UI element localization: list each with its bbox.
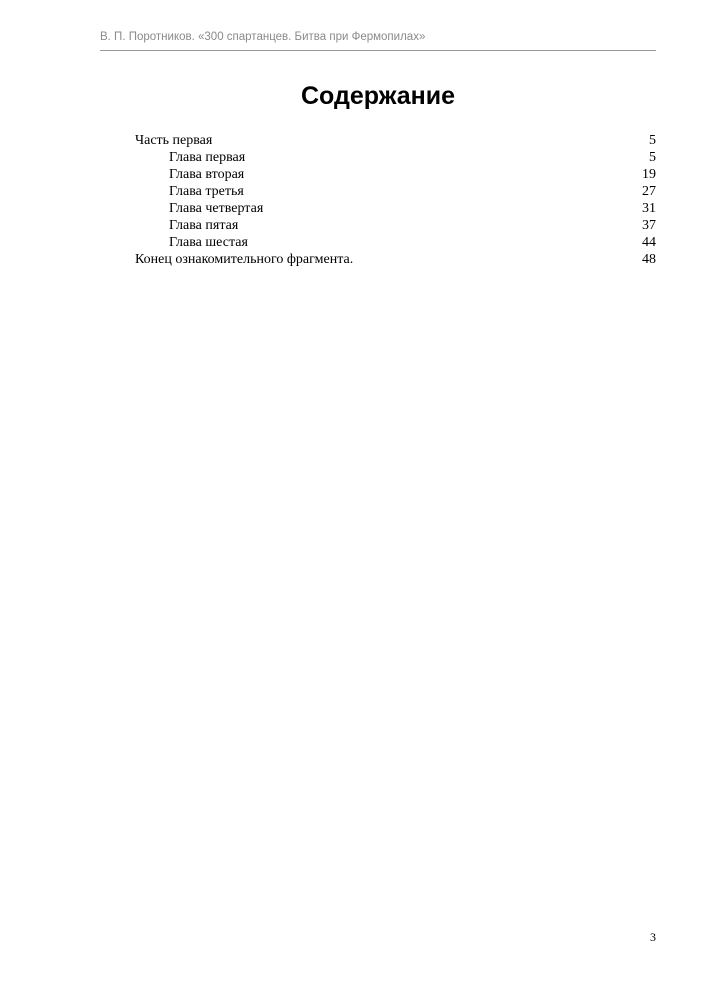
toc-entry-chapter-three[interactable] <box>135 183 656 200</box>
toc-entry-label: Конец ознакомительного фрагмента. <box>135 252 354 267</box>
toc-entry-chapter-four[interactable] <box>135 200 656 217</box>
toc-entry-end-of-fragment[interactable] <box>135 251 656 268</box>
table-of-contents <box>135 132 656 268</box>
toc-entry-page: 19 <box>642 167 656 182</box>
toc-entry-page: 48 <box>642 252 656 267</box>
toc-entry-label: Глава вторая <box>169 167 245 182</box>
toc-entry-part-one[interactable] <box>135 132 656 149</box>
toc-entry-page: 31 <box>642 201 656 216</box>
toc-entry-label: Глава шестая <box>169 235 248 250</box>
toc-entry-chapter-two[interactable] <box>135 166 656 183</box>
toc-entry-chapter-five[interactable] <box>135 217 656 234</box>
toc-entry-page: 44 <box>642 235 656 250</box>
toc-entry-page: 27 <box>642 184 656 199</box>
toc-entry-label: Часть первая <box>135 133 213 148</box>
toc-entry-label: Глава третья <box>169 184 244 199</box>
toc-entry-page: 5 <box>649 133 656 148</box>
toc-entry-label: Глава первая <box>169 150 246 165</box>
toc-entry-page: 37 <box>642 218 656 233</box>
page-number: 3 <box>650 930 656 944</box>
toc-entry-label: Глава пятая <box>169 218 239 233</box>
toc-entry-chapter-one[interactable] <box>135 149 656 166</box>
running-header <box>100 30 656 51</box>
toc-entry-page: 5 <box>649 150 656 165</box>
running-title: В. П. Поротников. «300 спартанцев. Битва при Фермопилах» <box>100 31 426 43</box>
toc-entry-chapter-six[interactable] <box>135 234 656 251</box>
toc-entry-label: Глава четвертая <box>169 201 264 216</box>
page-title: Содержание <box>300 82 456 110</box>
